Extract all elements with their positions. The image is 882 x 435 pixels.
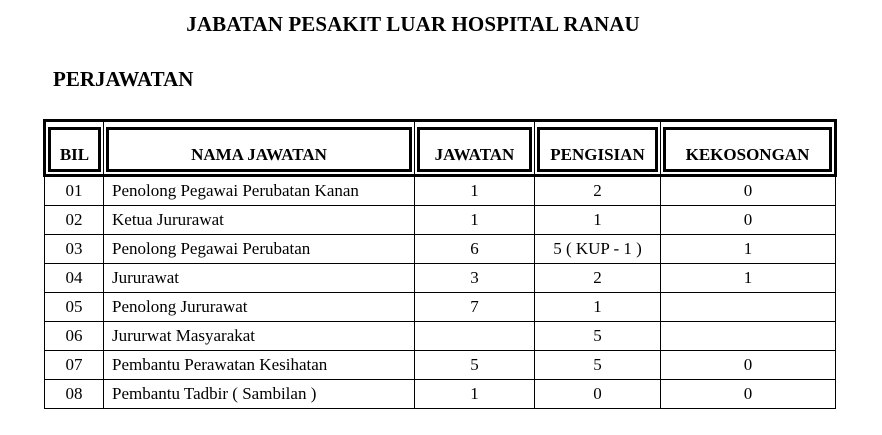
cell-jawatan (415, 322, 535, 351)
cell-pengisian: 0 (535, 380, 661, 409)
table-header-row (45, 121, 836, 176)
header-nama-jawatan: NAMA JAWATAN (104, 121, 415, 176)
header-jawatan: JAWATAN (415, 121, 535, 176)
cell-jawatan: 1 (415, 176, 535, 206)
cell-pengisian: 2 (535, 264, 661, 293)
cell-kekosongan (661, 322, 836, 351)
cell-bil: 04 (45, 264, 104, 293)
header-pengisian: PENGISIAN (535, 121, 661, 176)
cell-pengisian: 1 (535, 206, 661, 235)
cell-nama-jawatan: Jururawat (104, 264, 415, 293)
cell-pengisian: 5 (535, 322, 661, 351)
cell-kekosongan: 1 (661, 235, 836, 264)
cell-bil: 01 (45, 176, 104, 206)
cell-bil: 03 (45, 235, 104, 264)
cell-bil: 02 (45, 206, 104, 235)
cell-nama-jawatan: Penolong Pegawai Perubatan (104, 235, 415, 264)
cell-bil: 06 (45, 322, 104, 351)
cell-pengisian: 2 (535, 176, 661, 206)
cell-pengisian: 5 (535, 351, 661, 380)
header-bil: BIL (45, 121, 104, 176)
section-heading: PERJAWATAN (53, 67, 194, 91)
cell-bil: 07 (45, 351, 104, 380)
table-row (45, 293, 836, 322)
cell-nama-jawatan: Pembantu Perawatan Kesihatan (104, 351, 415, 380)
cell-bil: 08 (45, 380, 104, 409)
cell-pengisian: 1 (535, 293, 661, 322)
cell-pengisian: 5 ( KUP - 1 ) (535, 235, 661, 264)
cell-jawatan: 6 (415, 235, 535, 264)
table-row (45, 380, 836, 409)
cell-kekosongan: 0 (661, 206, 836, 235)
table-row (45, 235, 836, 264)
cell-nama-jawatan: Pembantu Tadbir ( Sambilan ) (104, 380, 415, 409)
cell-kekosongan: 1 (661, 264, 836, 293)
staffing-table (43, 119, 837, 409)
header-kekosongan: KEKOSONGAN (661, 121, 836, 176)
table-row (45, 264, 836, 293)
document-title: JABATAN PESAKIT LUAR HOSPITAL RANAU (186, 12, 640, 36)
table-row (45, 351, 836, 380)
cell-kekosongan (661, 293, 836, 322)
cell-jawatan: 5 (415, 351, 535, 380)
cell-nama-jawatan: Ketua Jururawat (104, 206, 415, 235)
table-row (45, 176, 836, 206)
table-row (45, 206, 836, 235)
cell-nama-jawatan: Penolong Jururawat (104, 293, 415, 322)
cell-jawatan: 1 (415, 206, 535, 235)
cell-kekosongan: 0 (661, 176, 836, 206)
table-row (45, 322, 836, 351)
cell-jawatan: 1 (415, 380, 535, 409)
cell-jawatan: 3 (415, 264, 535, 293)
cell-kekosongan: 0 (661, 380, 836, 409)
cell-kekosongan: 0 (661, 351, 836, 380)
cell-bil: 05 (45, 293, 104, 322)
cell-jawatan: 7 (415, 293, 535, 322)
cell-nama-jawatan: Jururwat Masyarakat (104, 322, 415, 351)
cell-nama-jawatan: Penolong Pegawai Perubatan Kanan (104, 176, 415, 206)
